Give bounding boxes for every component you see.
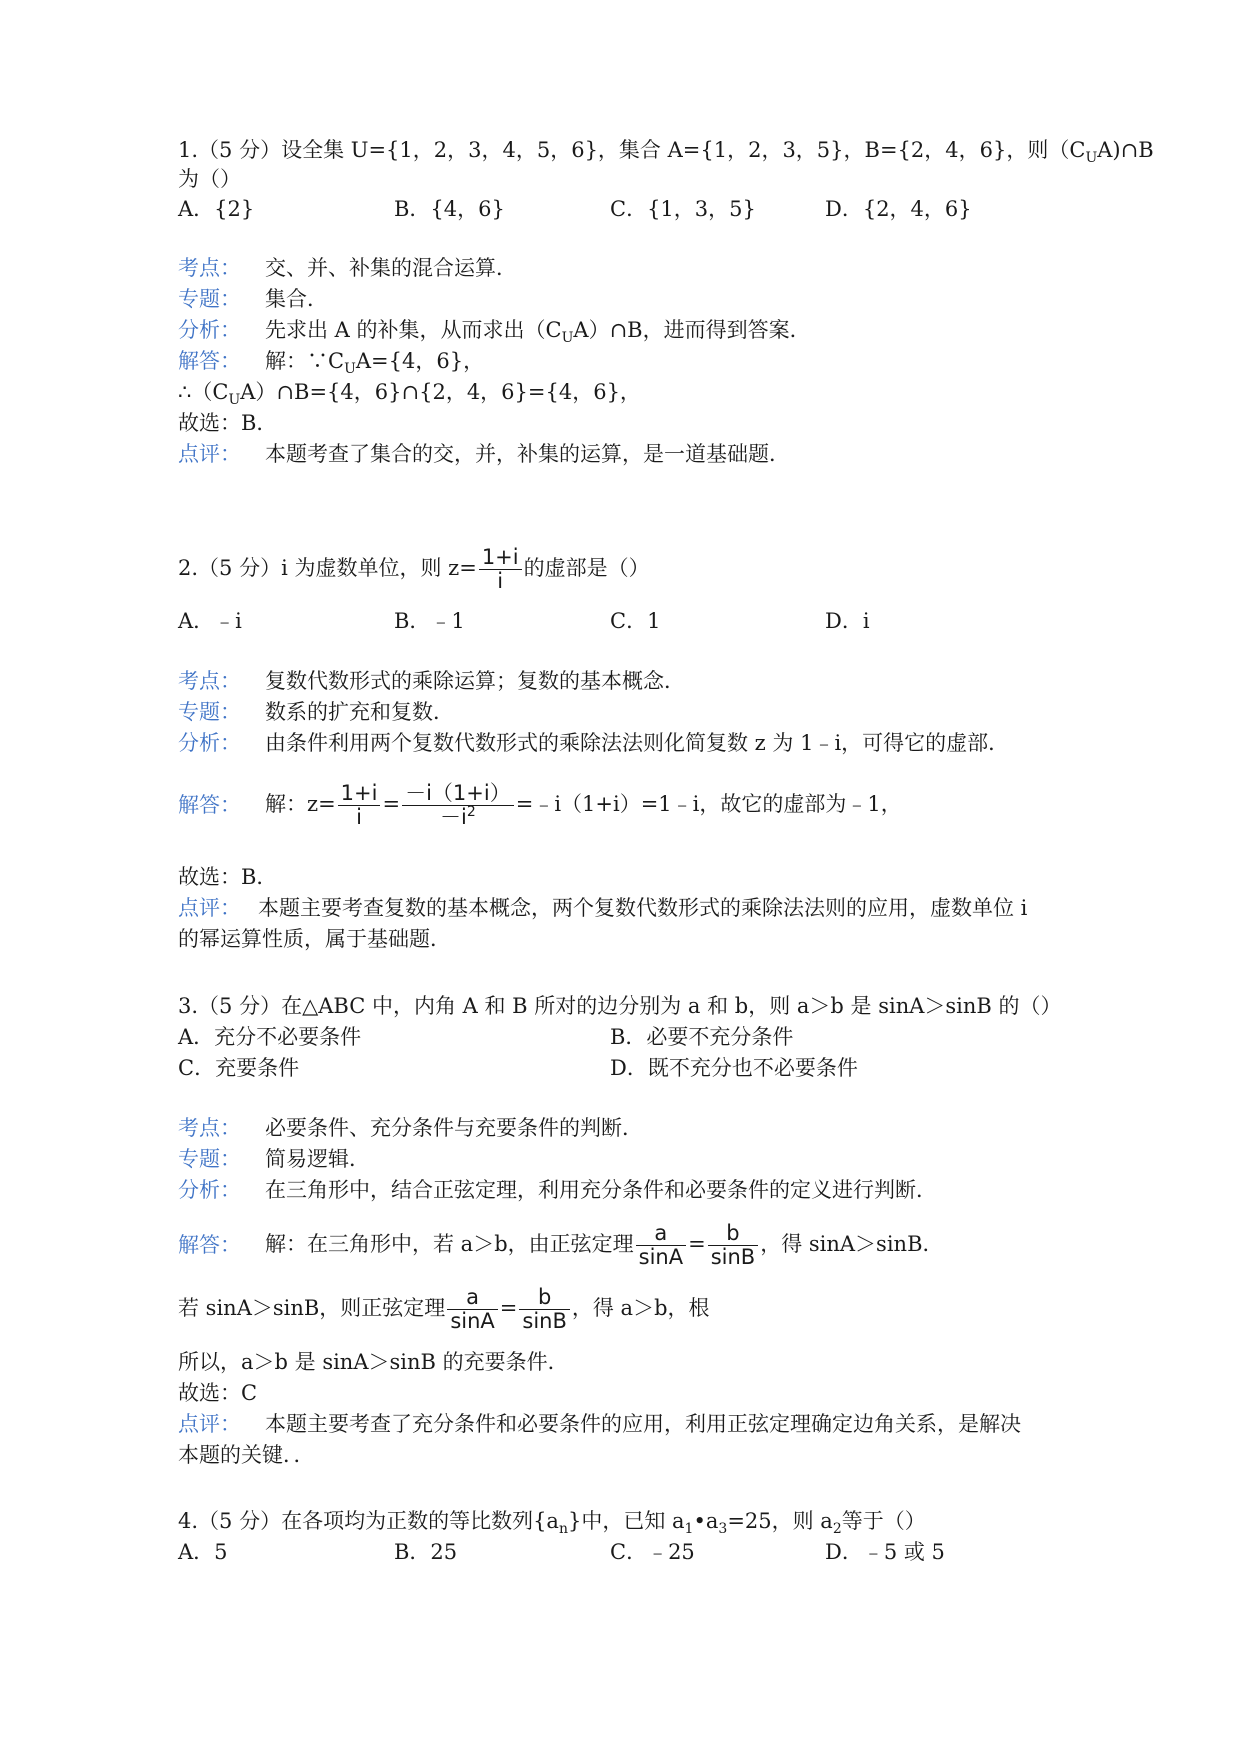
q1-dianping-label: 点评： bbox=[178, 442, 241, 466]
q2-fenxi: 由条件利用两个复数代数形式的乘除法法则化简复数 z 为 1﹣i，可得它的虚部． bbox=[265, 731, 1010, 755]
q3-option-a: A．充分不必要条件 bbox=[178, 1025, 362, 1049]
q1-dianping: 本题考查了集合的交，并，补集的运算，是一道基础题． bbox=[265, 442, 790, 466]
q3-jieda: 解：在三角形中，若 a＞b，由正弦定理 $\frac{a}{\sin A}$ = $\frac{b}{\sin B}$ ，得 sinA＞sinB． bbox=[265, 1220, 944, 1269]
q3-zhuanti-label: 专题： bbox=[178, 1147, 241, 1171]
q2-dianping-label: 点评： bbox=[178, 896, 241, 920]
q2-stem-fraction: $\frac{1+i}{i}$ bbox=[479, 546, 522, 593]
q4-option-d: D．﹣5 或 5 bbox=[825, 1540, 945, 1564]
q4-stem: 4.（5 分）在各项均为正数的等比数列$\{a_n\}$中，已知 $a_1•a_3=25$，则 $a_2$等于（） bbox=[178, 1509, 926, 1537]
q1-kaodian-label: 考点： bbox=[178, 256, 241, 280]
q3-line2: 若 sinA＞sinB，则正弦定理 $\frac{a}{\sin A}$ = $\frac{b}{\sin B}$ ，得 a＞b，根 bbox=[178, 1284, 710, 1333]
q3-dianping-label: 点评： bbox=[178, 1412, 241, 1436]
q3-option-b: B．必要不充分条件 bbox=[610, 1025, 794, 1049]
q2-dianping-line1: 本题主要考查复数的基本概念，两个复数代数形式的乘除法法则的应用，虚数单位 i bbox=[258, 896, 1028, 920]
q1-step1: $\therefore(C_UA)\cap B=\{4$，6}∩{2，4，6}={4，6}， bbox=[178, 380, 641, 408]
q3-kaodian-label: 考点： bbox=[178, 1116, 241, 1140]
q3-stem: 3.（5 分）在△ABC 中，内角 A 和 B 所对的边分别为 a 和 b，则 a＞b 是 sinA＞sinB 的（） bbox=[178, 994, 1062, 1018]
q3-fenxi-label: 分析： bbox=[178, 1178, 241, 1202]
q1-fenxi-label: 分析： bbox=[178, 318, 241, 342]
q3-option-d: D．既不充分也不必要条件 bbox=[610, 1056, 858, 1080]
q2-zhuanti-label: 专题： bbox=[178, 700, 241, 724]
q3-zhuanti: 简易逻辑． bbox=[265, 1147, 370, 1171]
q3-jieda-fraction-b: $\frac{b}{\sin B}$ bbox=[708, 1222, 759, 1269]
q2-jieda-fraction-2: $\frac{-i(1+i)}{-i^2}$ bbox=[402, 782, 514, 829]
q2-answer: 故选：B． bbox=[178, 865, 278, 889]
q2-jieda-fraction-1: $\frac{1+i}{i}$ bbox=[338, 782, 381, 829]
q3-option-c: C．充要条件 bbox=[178, 1056, 300, 1080]
q4-option-b: B．25 bbox=[394, 1540, 458, 1564]
q1-stem-line1: 1.（5 分）设全集 U={1，2，3，4，5，6}，集合 A={1，2，3，5}，B={2，4，6}，则$(C_UA)\cap B$ bbox=[178, 138, 1154, 166]
q2-option-d: D．i bbox=[825, 609, 870, 633]
q2-stem: 2.（5 分）i 为虚数单位，则 z= $\frac{1+i}{i}$ 的虚部是（） bbox=[178, 544, 650, 593]
q1-option-a: A．{2} bbox=[178, 197, 255, 221]
q3-line2-fraction-b: $\frac{b}{\sin B}$ bbox=[519, 1286, 570, 1333]
q1-fenxi: 先求出 A 的补集，从而求出$(C_UA)\cap B$，进而得到答案． bbox=[265, 318, 811, 346]
q3-kaodian: 必要条件、充分条件与充要条件的判断． bbox=[265, 1116, 643, 1140]
q2-jieda-label: 解答： bbox=[178, 793, 241, 817]
q2-kaodian-label: 考点： bbox=[178, 669, 241, 693]
q2-fenxi-label: 分析： bbox=[178, 731, 241, 755]
q1-stem-line2: 为（） bbox=[178, 167, 241, 191]
q2-dianping-line2: 的幂运算性质，属于基础题． bbox=[178, 927, 451, 951]
q3-line3: 所以，a＞b 是 sinA＞sinB 的充要条件． bbox=[178, 1350, 569, 1374]
q4-option-a: A．5 bbox=[178, 1540, 228, 1564]
q2-option-c: C．1 bbox=[610, 609, 661, 633]
q2-zhuanti: 数系的扩充和复数． bbox=[265, 700, 454, 724]
q2-kaodian: 复数代数形式的乘除运算；复数的基本概念． bbox=[265, 669, 685, 693]
q3-dianping-line2: 本题的关键．． bbox=[178, 1443, 315, 1467]
q1-option-c: C．{1，3，5} bbox=[610, 197, 756, 221]
q1-kaodian: 交、并、补集的混合运算． bbox=[265, 256, 517, 280]
q2-jieda: 解：z= $\frac{1+i}{i}$ = $\frac{-i(1+i)}{-i^2}$ =﹣i（1+i）=1﹣i，故它的虚部为﹣1， bbox=[265, 780, 902, 829]
q1-jieda: 解：$\because C_UA=\{4$，6}， bbox=[265, 349, 485, 377]
q2-option-a: A．﹣i bbox=[178, 609, 242, 633]
q3-answer: 故选：C bbox=[178, 1381, 258, 1405]
q1-jieda-label: 解答： bbox=[178, 349, 241, 373]
q3-jieda-label: 解答： bbox=[178, 1233, 241, 1257]
q1-option-b: B．{4，6} bbox=[394, 197, 505, 221]
q1-answer: 故选：B． bbox=[178, 411, 278, 435]
q4-option-c: C．﹣25 bbox=[610, 1540, 695, 1564]
q3-jieda-fraction-a: $\frac{a}{\sin A}$ bbox=[636, 1222, 686, 1269]
q1-option-d: D．{2，4，6} bbox=[825, 197, 972, 221]
q1-zhuanti: 集合． bbox=[265, 287, 328, 311]
q2-option-b: B．﹣1 bbox=[394, 609, 465, 633]
q1-zhuanti-label: 专题： bbox=[178, 287, 241, 311]
q3-line2-fraction-a: $\frac{a}{\sin A}$ bbox=[447, 1286, 497, 1333]
q3-fenxi: 在三角形中，结合正弦定理，利用充分条件和必要条件的定义进行判断． bbox=[265, 1178, 937, 1202]
q3-dianping-line1: 本题主要考查了充分条件和必要条件的应用，利用正弦定理确定边角关系，是解决 bbox=[265, 1412, 1021, 1436]
